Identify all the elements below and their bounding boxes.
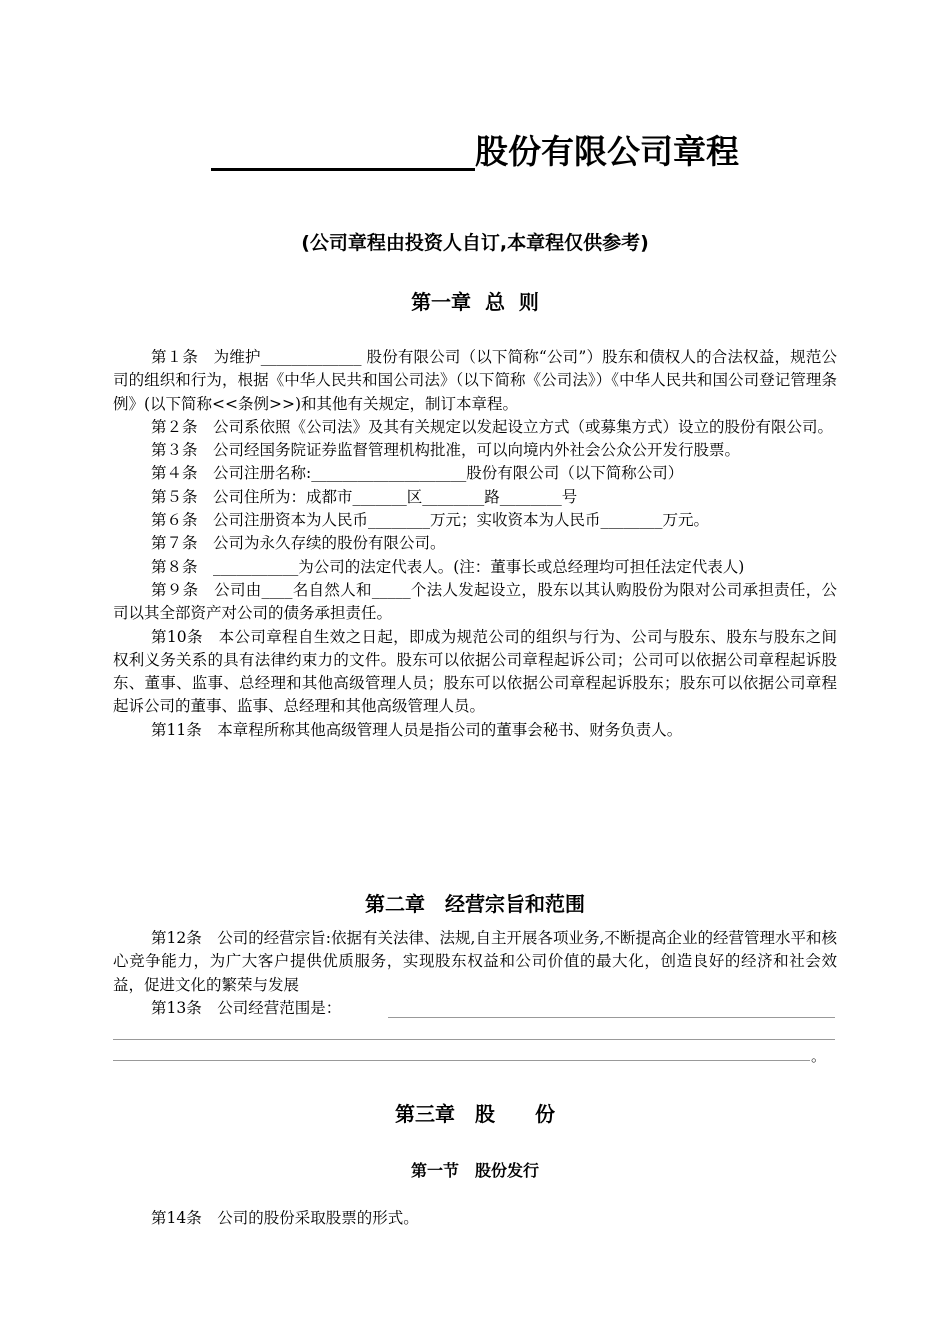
article-14: 第14条 公司的股份采取股票的形式。 bbox=[151, 1209, 419, 1227]
business-scope-blank-line-2 bbox=[113, 1039, 835, 1040]
article-12: 第12条 公司的经营宗旨:依据有关法律、法规,自主开展各项业务,不断提高企业的经营管理水平和核心竞争能力，为广大客户提供优质服务，实现股东权益和公司价值的最大化，创造良好的经济和社会效益，促进文化的繁荣与发展 bbox=[113, 929, 837, 994]
document-subtitle: (公司章程由投资人自订,本章程仅供参考) bbox=[301, 232, 649, 254]
section-1-heading: 第一节 股份发行 bbox=[410, 1161, 539, 1180]
article-7: 第７条 公司为永久存续的股份有限公司。 bbox=[151, 534, 446, 553]
chapter-3-body bbox=[113, 1207, 837, 1230]
document-title: ________________股份有限公司章程 bbox=[211, 132, 739, 171]
article-1: 第１条 为维护_____________ 股份有限公司（以下简称“公司”）股东和债权人的合法权益，规范公司的组织和行为，根据《中华人民共和国公司法》（以下简称《公司法》）《中华人民共和国公司登记管理条例》(以下简称<<条例>>)和其他有关规定，制订本章程。 bbox=[113, 348, 837, 413]
chapter-1-body bbox=[113, 346, 837, 742]
chapter-3-heading: 第三章 股 份 bbox=[395, 1102, 555, 1126]
chapter-2-heading: 第二章 经营宗旨和范围 bbox=[365, 892, 585, 916]
chapter-1-heading: 第一章 总 则 bbox=[411, 290, 539, 314]
article-3: 第３条 公司经国务院证券监督管理机构批准，可以向境内外社会公众公开发行股票。 bbox=[151, 441, 741, 460]
article-2: 第２条 公司系依照《公司法》及其有关规定以发起设立方式（或募集方式）设立的股份有限公司。 bbox=[151, 417, 834, 436]
article-8: 第８条 ___________为公司的法定代表人。(注：董事长或总经理均可担任法定代表人) bbox=[151, 557, 745, 576]
article-11: 第11条 本章程所称其他高级管理人员是指公司的董事会秘书、财务负责人。 bbox=[151, 720, 683, 739]
chapter-2-body bbox=[113, 927, 837, 1020]
business-scope-blank-line-3 bbox=[113, 1060, 810, 1061]
article-10: 第10条 本公司章程自生效之日起，即成为规范公司的组织与行为、公司与股东、股东与股东之间权利义务关系的具有法律约束力的文件。股东可以依据公司章程起诉公司；公司可以依据公司章程起诉股东、董事、监事、总经理和其他高级管理人员；股东可以依据公司章程起诉股东；股东可以依据公司章程起诉公司的董事、监事、总经理和其他高级管理人员。 bbox=[113, 627, 837, 716]
article-6: 第６条 公司注册资本为人民币________万元；实收资本为人民币________万元。 bbox=[151, 511, 710, 530]
article-5: 第５条 公司住所为：成都市_______区________路________号 bbox=[151, 487, 578, 506]
business-scope-period: 。 bbox=[811, 1047, 827, 1065]
article-4: 第４条 公司注册名称:____________________股份有限公司（以下简称公司） bbox=[151, 464, 684, 483]
business-scope-blank-line-1 bbox=[388, 1017, 835, 1018]
article-13: 第13条 公司经营范围是： bbox=[151, 998, 342, 1017]
article-9: 第９条 公司由____名自然人和_____个法人发起设立，股东以其认购股份为限对公司承担责任，公司以其全部资产对公司的债务承担责任。 bbox=[113, 580, 837, 623]
